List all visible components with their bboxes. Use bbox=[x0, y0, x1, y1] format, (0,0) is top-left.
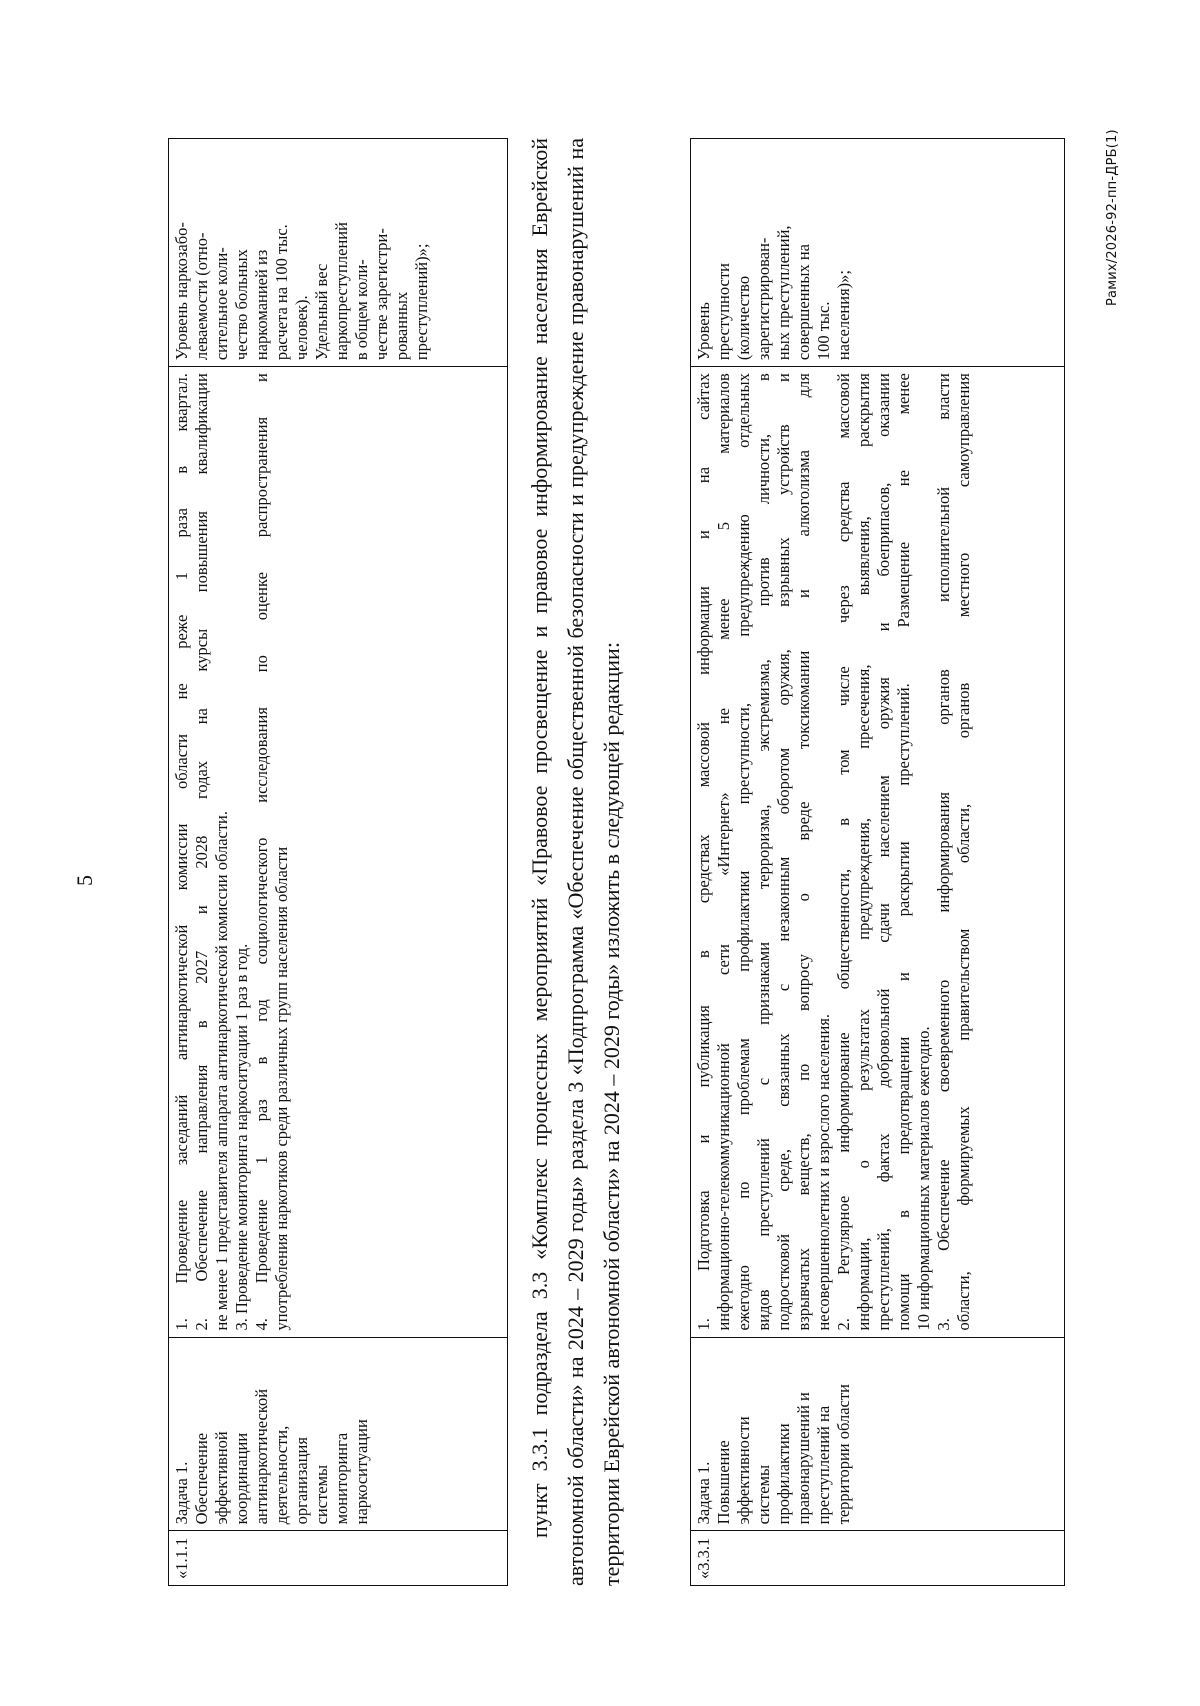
indicator-line: Удельный вес bbox=[312, 263, 331, 361]
row-number-cell bbox=[169, 1531, 508, 1586]
indicator-line: (количество bbox=[734, 275, 753, 361]
task-line: Задача 1. bbox=[694, 1461, 713, 1525]
indicator-line: совершенных на bbox=[794, 244, 813, 361]
row-number: «3.3.1 bbox=[694, 1537, 713, 1579]
task-line: Задача 1. bbox=[172, 1461, 191, 1525]
indicator-line: расчета на 100 тыс. bbox=[272, 224, 291, 361]
indicator-line: преступности bbox=[714, 263, 733, 361]
table-row bbox=[691, 139, 1065, 1586]
measure-line: не менее 1 представителя аппарата антинаркотической комиссии области. bbox=[212, 810, 231, 1331]
measure-line: подростковой среде, связанных с незаконным оборотом оружия, взрывных устройств и bbox=[774, 373, 793, 1331]
indicator-line: леваемости (отно- bbox=[192, 232, 211, 361]
document-code: Рамих/2026-92-пп-ДРБ(1) bbox=[1105, 129, 1120, 306]
indicator-cell bbox=[169, 139, 508, 367]
measure-line: 1. Проведение заседаний антинаркотической комиссии области не реже 1 раза в квартал. bbox=[172, 373, 191, 1331]
row-number: «1.1.1 bbox=[172, 1537, 191, 1579]
measure-line: несовершеннолетних и взрослого населения. bbox=[814, 1013, 833, 1331]
row-number-cell bbox=[691, 1531, 1065, 1586]
program-table-row-3-3-1 bbox=[690, 138, 1065, 1586]
task-line: системы bbox=[312, 1464, 331, 1525]
measure-line: области, формируемых правительством области, органов местного самоуправления bbox=[954, 373, 973, 1331]
task-line: эффективной bbox=[212, 1431, 231, 1525]
measure-line: 3. Обеспечение своевременного информирования органов исполнительной власти bbox=[934, 373, 953, 1331]
measure-line: 2. Обеспечение направления в 2027 и 2028 годах на курсы повышения квалификации bbox=[192, 373, 211, 1331]
measure-line: ежегодно по проблемам профилактики преступности, предупреждению отдельных bbox=[734, 373, 753, 1331]
indicator-line: Уровень bbox=[694, 302, 713, 361]
task-line: эффективности bbox=[734, 1416, 753, 1525]
measure-line: взрывчатых веществ, по вопросу о вреде токсикомании и алкоголизма для bbox=[794, 373, 813, 1331]
measure-line: употребления наркотиков среди различных групп населения области bbox=[272, 846, 291, 1331]
measure-line: преступлений, фактах добровольной сдачи населением оружия и боеприпасов, оказании bbox=[874, 373, 893, 1331]
indicator-line: сительное коли- bbox=[212, 247, 231, 361]
indicator-line: ных преступлений, bbox=[774, 225, 793, 361]
task-line: профилактики bbox=[774, 1423, 793, 1525]
indicator-line: населения)»; bbox=[834, 270, 853, 361]
measure-line: помощи в предотвращении и раскрытии преступлений. Размещение не менее bbox=[894, 373, 913, 1331]
task-line: координации bbox=[232, 1432, 251, 1525]
task-line: антинаркотической bbox=[252, 1388, 271, 1525]
measure-line: информационно-телекоммуникационной сети «Интернет» не менее 5 материалов bbox=[714, 373, 733, 1331]
amendment-paragraph: пункт 3.3.1 подраздела 3.3 «Комплекс процессных мероприятий «Правовое просвещение и правовое информирование населения Еврейской автономной области» на 2024 – 2029 годы» раздела 3 «Подпрограмма «Обеспечение общественной безопасности и предупреждение правонарушений на территории Еврейской автономной области» на 2024 – 2029 годы» изложить в следующей редакции: bbox=[527, 138, 624, 1586]
measure-line: информации, о результатах предупреждения, пресечения, выявления, раскрытия bbox=[854, 373, 873, 1331]
task-line: деятельности, bbox=[272, 1425, 291, 1525]
task-cell bbox=[169, 1337, 508, 1531]
indicator-line: рованных bbox=[392, 291, 411, 361]
measures-cell bbox=[691, 367, 1065, 1337]
indicator-line: преступлений)»; bbox=[412, 243, 431, 361]
task-line: наркоситуации bbox=[352, 1419, 371, 1525]
indicator-line: 100 тыс. bbox=[814, 301, 833, 361]
task-line: преступлений на bbox=[814, 1405, 833, 1525]
table-row bbox=[169, 139, 508, 1586]
measures-cell bbox=[169, 367, 508, 1337]
task-line: Повышение bbox=[714, 1440, 733, 1525]
indicator-line: в общем коли- bbox=[352, 259, 371, 361]
task-line: системы bbox=[754, 1464, 773, 1525]
task-line: Обеспечение bbox=[192, 1432, 211, 1525]
program-table-row-1-1-1 bbox=[168, 138, 508, 1586]
measure-line: видов преступлений с признаками терроризма, экстремизма, против личности, в bbox=[754, 373, 773, 1331]
measure-line: 10 информационных материалов ежегодно. bbox=[914, 1026, 933, 1331]
measure-line: 1. Подготовка и публикация в средствах массовой информации и на сайтах bbox=[694, 373, 713, 1331]
task-line: территории области bbox=[834, 1384, 853, 1525]
task-cell bbox=[691, 1337, 1065, 1531]
measure-line: 3. Проведение мониторинга наркоситуации 1 раз в год. bbox=[232, 943, 251, 1331]
task-line: мониторинга bbox=[332, 1432, 351, 1525]
indicator-line: чество больных bbox=[232, 249, 251, 361]
indicator-cell bbox=[691, 139, 1065, 367]
indicator-line: наркоманией из bbox=[252, 249, 271, 361]
indicator-line: человек). bbox=[292, 295, 311, 361]
indicator-line: зарегистрирован- bbox=[754, 237, 773, 361]
task-line: правонарушений и bbox=[794, 1392, 813, 1525]
indicator-line: честве зарегистри- bbox=[372, 228, 391, 361]
measure-line: 2. Регулярное информирование общественности, в том числе через средства массовой bbox=[834, 373, 853, 1331]
indicator-line: наркопреступлений bbox=[332, 222, 351, 361]
indicator-line: Уровень наркозабо- bbox=[172, 222, 191, 361]
measure-line: 4. Проведение 1 раз в год социологического исследования по оценке распространения и bbox=[252, 373, 271, 1331]
task-line: организация bbox=[292, 1437, 311, 1525]
page-number: 5 bbox=[72, 875, 97, 886]
